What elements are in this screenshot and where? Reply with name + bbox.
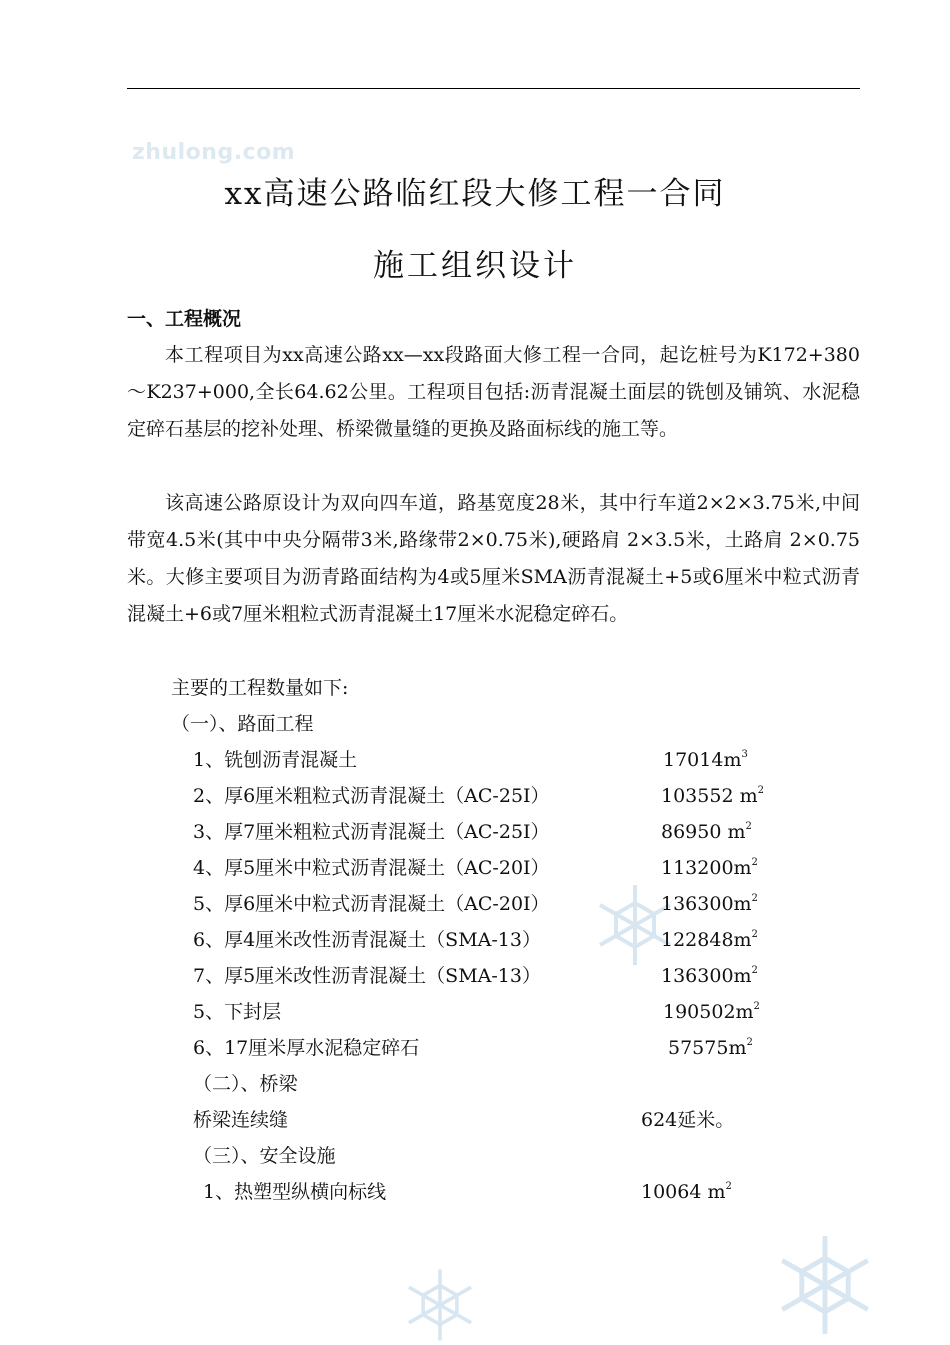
document-subtitle: 施工组织设计 — [373, 248, 577, 284]
snowflake-watermark-icon — [770, 1230, 880, 1340]
quantity-value: 103552 $m^2$ — [661, 785, 764, 807]
quantity-label: 3、厚7厘米粗粒式沥青混凝土（AC-25Ⅰ） — [193, 821, 550, 843]
quantities-intro: 主要的工程数量如下: — [171, 677, 349, 699]
quantity-label: 6、厚4厘米改性沥青混凝土（SMA-13） — [193, 929, 541, 951]
quantity-value: $122848m^2$ — [661, 929, 758, 951]
quantity-label: 6、17厘米厚水泥稳定碎石 — [193, 1037, 420, 1059]
quantity-label: 4、厚5厘米中粒式沥青混凝土（AC-20Ⅰ） — [193, 857, 550, 879]
group-heading-safety: （三）、安全设施 — [193, 1145, 336, 1167]
quantity-label: 5、厚6厘米中粒式沥青混凝土（AC-20Ⅰ） — [193, 893, 550, 915]
quantity-label: 1、热塑型纵横向标线 — [203, 1181, 387, 1203]
quantity-label: 桥梁连续缝 — [193, 1109, 289, 1131]
quantity-value: 624延米。 — [641, 1109, 735, 1131]
quantity-label: 1、铣刨沥青混凝土 — [193, 749, 358, 771]
group-heading-road: （一）、路面工程 — [171, 713, 314, 735]
quantity-value: $190502m^2$ — [663, 1001, 760, 1023]
quantity-value: $136300m^2$ — [661, 893, 758, 915]
snowflake-watermark-icon — [400, 1265, 480, 1345]
quantity-value: 10064 $m^2$ — [641, 1181, 732, 1203]
group-heading-bridge: （二）、桥梁 — [193, 1073, 298, 1095]
quantity-value: $136300m^2$ — [661, 965, 758, 987]
design-paragraph: 该高速公路原设计为双向四车道，路基宽度28米，其中行车道2×2×3.75米,中间带宽4.5米(其中中央分隔带3米,路缘带2×0.75米),硬路肩 2×3.5米，土路肩 2×0.75米。大修主要项目为沥青路面结构为4或5厘米SMA沥青混凝土+5或6厘米中粒式沥青混凝土+6或7厘米粗粒式沥青混凝土17厘米水泥稳定碎石。 — [127, 492, 860, 625]
quantity-label: 2、厚6厘米粗粒式沥青混凝土（AC-25Ⅰ） — [193, 785, 550, 807]
quantity-value: 86950 $m^2$ — [661, 821, 752, 843]
quantity-value: $113200m^2$ — [661, 857, 758, 879]
quantity-label: 7、厚5厘米改性沥青混凝土（SMA-13） — [193, 965, 541, 987]
watermark-logo: zhulong.com — [132, 140, 296, 165]
document-title: xx高速公路临红段大修工程一合同 — [224, 176, 726, 212]
quantity-value: $17014m^3$ — [663, 749, 748, 771]
quantity-label: 5、下封层 — [193, 1001, 282, 1023]
header-rule — [127, 88, 860, 89]
overview-paragraph: 本工程项目为xx高速公路xx—xx段路面大修工程一合同，起讫桩号为K172+380～K237+000,全长64.62公里。工程项目包括:沥青混凝土面层的铣刨及铺筑、水泥稳定碎石基层的挖补处理、桥梁微量缝的更换及路面标线的施工等。 — [127, 344, 860, 440]
quantity-value: $57575m^2$ — [668, 1037, 753, 1059]
section-heading: 一、工程概况 — [127, 308, 242, 330]
